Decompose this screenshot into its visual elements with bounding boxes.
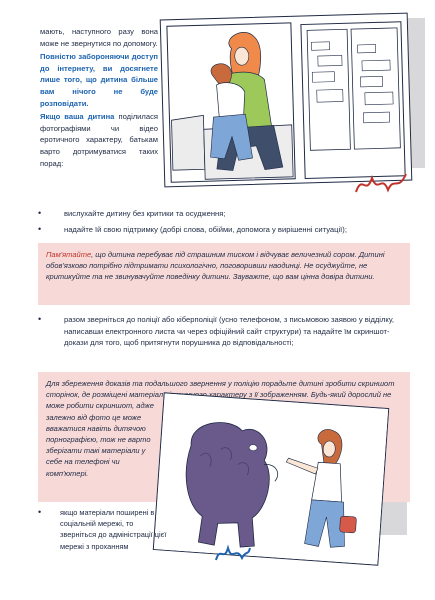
advice-list-bottom — [38, 507, 168, 552]
callout-text-wide: Для збереження доказів та подальшого звернення у поліцію порадьте дитині зробити скриншот сторінок, де розміщені матеріали інтимного характеру з її зображенням. Будь-який дорослий не може робити скриншот, адже — [46, 379, 395, 411]
advice-list-top — [38, 208, 408, 239]
blue-scribble-icon — [212, 540, 252, 564]
mother-child-drawing — [161, 14, 413, 188]
list-item: • разом зверніться до поліції або кіберполіції (усно телефоном, з письмовою заявою у відділку, написавши електронного листа чи через офіційний сайт структури) та надайте їм скриншот-докази для того, щоб притягнути порушника до відповідальності; — [38, 314, 408, 349]
bullet-dot: • — [38, 507, 42, 517]
remember-callout — [38, 243, 410, 305]
intro-text-column — [40, 26, 158, 171]
list-item: • вислухайте дитину без критики та осудження; — [38, 208, 408, 220]
girl-monster-drawing — [154, 393, 390, 565]
advice-intro-bold: Якщо ваша дитина — [40, 112, 115, 122]
red-scribble-icon — [352, 168, 412, 198]
warning-paragraph: Повністю забороняючи доступ до інтернету, ви досягнете лише того, що дитина більше вам нічого не буде розповідати. — [40, 52, 158, 108]
advice-list-mid — [38, 314, 408, 353]
list-item: • надайте їй свою підтримку (добрі слова, обійми, допомога у вирішенні ситуації); — [38, 224, 408, 236]
advice-intro-rest: поділилася фотографіями чи відео еротичного характеру, батькам варто дотримуватися таких порад: — [40, 112, 158, 168]
callout-text: , що дитина перебуває під страшним тиском і відчуває величезний сором. Дитині обов'язково потрібно підтримати психологічно, поговоривши наодинці. Не осуджуйте, не критикуйте та не звинувачуйте поведінку дитини. Зауважте, що вам цінна довіра дитини. — [46, 250, 385, 282]
intro-paragraph: мають, наступного разу вона може не звернутися по допомогу. — [40, 27, 158, 48]
list-item: якщо матеріали поширені в соціальній мережі, то зверніться до адміністрації цієї мережі з проханням — [60, 508, 167, 551]
callout-text-narrow: залежно від фото це може вважатися навіть дитячою порнографією, тож не варто зберігати такі матеріали у себе на телефоні чи комп'ютері. — [46, 412, 151, 478]
advice-intro-paragraph — [40, 111, 158, 169]
illustration-girl-monster — [153, 392, 389, 565]
illustration-mother-child — [160, 13, 413, 188]
callout-lead: Пам'ятайте — [46, 250, 92, 259]
